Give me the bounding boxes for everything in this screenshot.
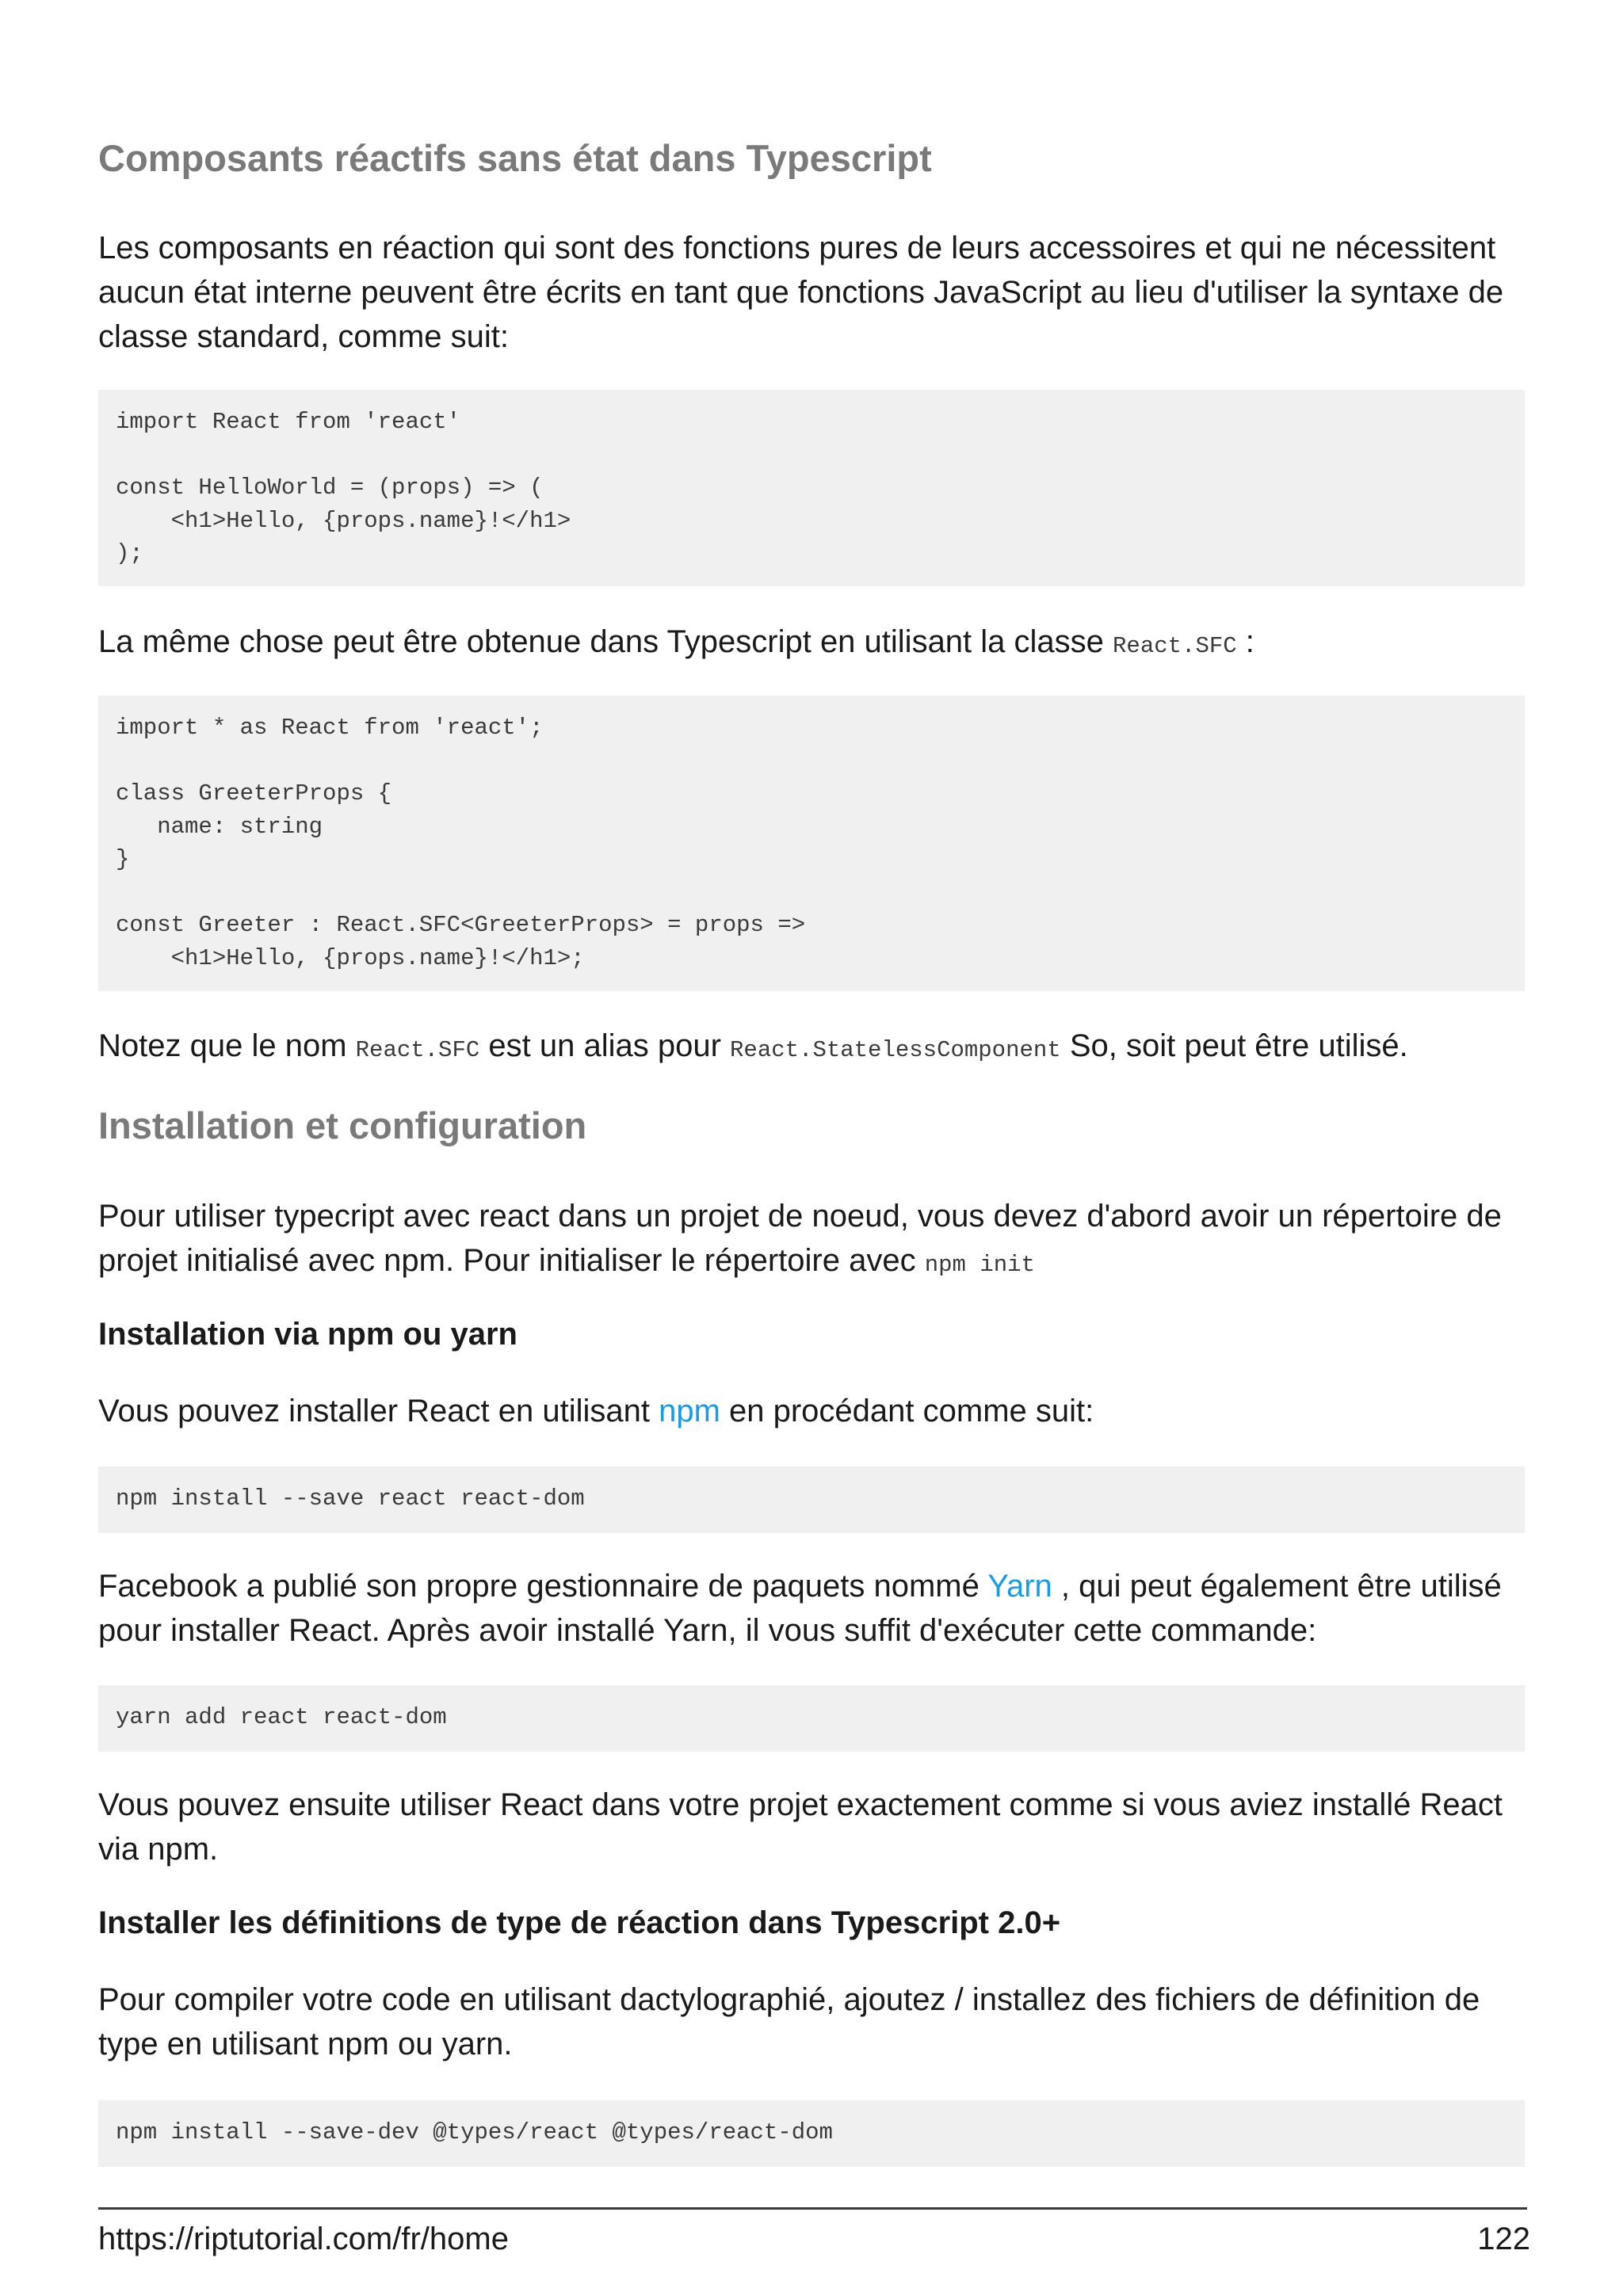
yarn-suffix: , qui peut également être utilisé pour installer React. Après avoir installé Yarn, il vous suffit d'exécuter cette commande: [98,1569,1502,1648]
section-title-installation: Installation et configuration [98,1104,587,1146]
yarn-prefix: Facebook a publié son propre gestionnaire de paquets nommé [98,1569,988,1604]
npm-link[interactable]: npm [659,1394,720,1428]
intro-paragraph: Les composants en réaction qui sont des fonctions pures de leurs accessoires et qui ne nécessitent aucun état interne peuvent être écrits en tant que fonctions JavaScript au lieu d'utiliser la syntaxe de classe standard, comme suit: [98,231,1504,354]
footer-page-number: 122 [1477,2222,1530,2256]
code-block-types-install: npm install --save-dev @types/react @types/react-dom [98,2100,1525,2167]
code-block-yarn-add: yarn add react react-dom [98,1685,1525,1752]
section-title-stateless-components: Composants réactifs sans état dans Typescript [98,137,932,179]
subheading-npm-yarn: Installation via npm ou yarn [98,1317,517,1352]
inline-code-stateless-component: React.StatelessComponent [730,1037,1061,1063]
react-sfc-paragraph [98,620,1525,669]
footer-url: https://riptutorial.com/fr/home [98,2222,509,2256]
alias-note-paragraph [98,1024,1525,1073]
inline-code-react-sfc: React.SFC [1113,633,1237,659]
type-definitions-paragraph: Pour compiler votre code en utilisant dactylographié, ajoutez / installez des fichiers de définition de type en utilisant npm ou yarn. [98,1982,1480,2061]
yarn-link[interactable]: Yarn [987,1569,1052,1604]
setup-paragraph [98,1194,1525,1287]
after-yarn-paragraph: Vous pouvez ensuite utiliser React dans votre projet exactement comme si vous aviez installé React via npm. [98,1787,1503,1867]
code-block-hello-world: import React from 'react' const HelloWorld = (props) => ( <h1>Hello, {props.name}!</h1> ); [98,390,1525,586]
alias-note-mid: est un alias pour [479,1028,731,1063]
npm-install-paragraph [98,1389,1525,1433]
npm-install-prefix: Vous pouvez installer React en utilisant [98,1394,659,1428]
code-block-greeter: import * as React from 'react'; class GreeterProps { name: string } const Greeter : React.SFC<GreeterProps> = props => <h1>Hello, {props.name}!</h1>; [98,696,1525,991]
code-block-npm-install: npm install --save react react-dom [98,1466,1525,1533]
npm-install-suffix: en procédant comme suit: [720,1394,1094,1428]
react-sfc-text: La même chose peut être obtenue dans Typescript en utilisant la classe [98,624,1113,659]
setup-text: Pour utiliser typecript avec react dans un projet de noeud, vous devez d'abord avoir un répertoire de projet initialisé avec npm. Pour initialiser le répertoire avec [98,1199,1502,1278]
inline-code-npm-init: npm init [924,1252,1035,1278]
react-sfc-suffix: : [1236,624,1254,659]
inline-code-react-sfc-alias: React.SFC [355,1037,480,1063]
footer-divider [98,2207,1527,2210]
alias-note-prefix: Notez que le nom [98,1028,356,1063]
alias-note-suffix: So, soit peut être utilisé. [1060,1028,1408,1063]
subheading-type-definitions: Installer les définitions de type de réaction dans Typescript 2.0+ [98,1905,1061,1940]
yarn-paragraph [98,1564,1525,1653]
